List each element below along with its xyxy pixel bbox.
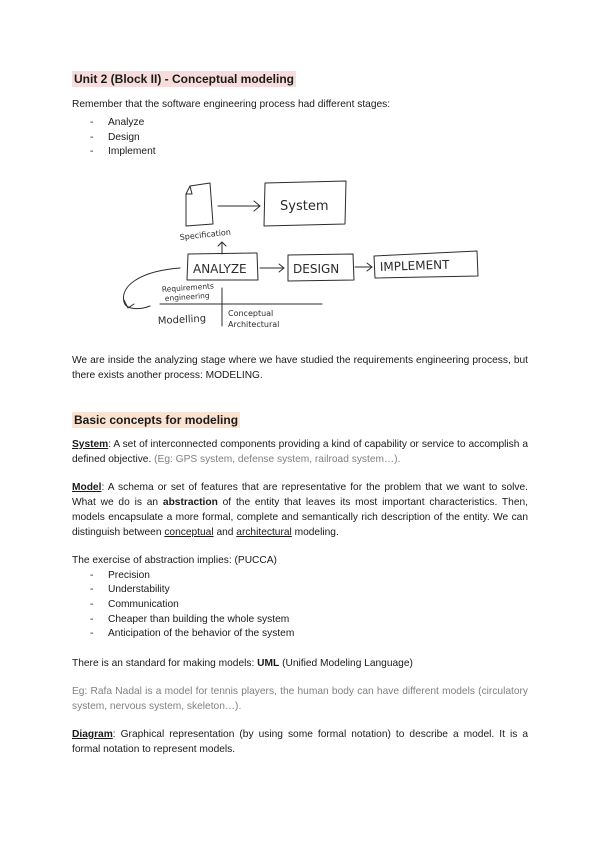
sketch-implement-label: IMPLEMENT [379, 257, 450, 274]
pucca-list [72, 569, 528, 642]
sketch-design-label: DESIGN [293, 262, 340, 276]
uml-paragraph: There is an standard for making models: UML (Unified Modeling Language) [72, 657, 413, 669]
analyzing-paragraph: We are inside the analyzing stage where we have studied the requirements engineering process, but there exists another process: MODELING. [72, 354, 528, 381]
sketch-architectural-label: Architectural [228, 320, 280, 329]
stages-list [72, 116, 528, 160]
basic-concepts-title: Basic concepts for modeling [74, 412, 239, 427]
diagram-definition: Diagram: Graphical representation (by using some formal notation) to describe a model. It is a formal notation to represent models. [72, 728, 528, 755]
example-paragraph: Eg: Rafa Nadal is a model for tennis players, the human body can have different models (circulatory system, nervous system, skeleton…). [72, 685, 528, 712]
list-item: - Cheaper than building the whole system [90, 613, 290, 625]
sketch-engineering-label: engineering [164, 290, 210, 303]
sketch-specification-label: Specification [179, 227, 232, 242]
model-definition: Model: A schema or set of features that are representative for the problem that we want to solve. What we do is an abstraction of the entity that leaves its most important characteristics. Then, models encapsulate a more formal, complete and semantically rich description of the entity. We can distinguish between conceptual and architectural modeling. [72, 481, 528, 538]
list-item: - Communication [90, 598, 179, 610]
sketch-requirements-label: Requirements [161, 281, 215, 294]
abstraction-intro: The exercise of abstraction implies: (PUCCA) [72, 554, 277, 566]
document-shape [186, 183, 213, 226]
sketch-svg [110, 176, 490, 336]
intro-text: Remember that the software engineering process had different stages: [72, 99, 391, 110]
sketch-analyze-label: ANALYZE [193, 262, 247, 276]
sketch-conceptual-label: Conceptual [228, 309, 274, 318]
process-sketch [110, 176, 490, 336]
list-item: - Understability [90, 584, 170, 596]
sketch-modelling-label: Modelling [157, 313, 207, 327]
unit-title: Unit 2 (Block II) - Conceptual modeling [74, 72, 295, 86]
list-item: - Design [90, 131, 140, 143]
system-definition: System: A set of interconnected components providing a kind of capability or service to accomplish a defined objective. (Eg: GPS system, defense system, railroad system…). [72, 438, 528, 465]
list-item: - Anticipation of the behavior of the system [90, 628, 295, 640]
list-item: - Implement [90, 146, 156, 158]
document-page [72, 60, 528, 757]
list-item: - Analyze [90, 117, 145, 128]
sketch-system-label: System [280, 199, 329, 214]
list-item: - Precision [90, 569, 150, 581]
